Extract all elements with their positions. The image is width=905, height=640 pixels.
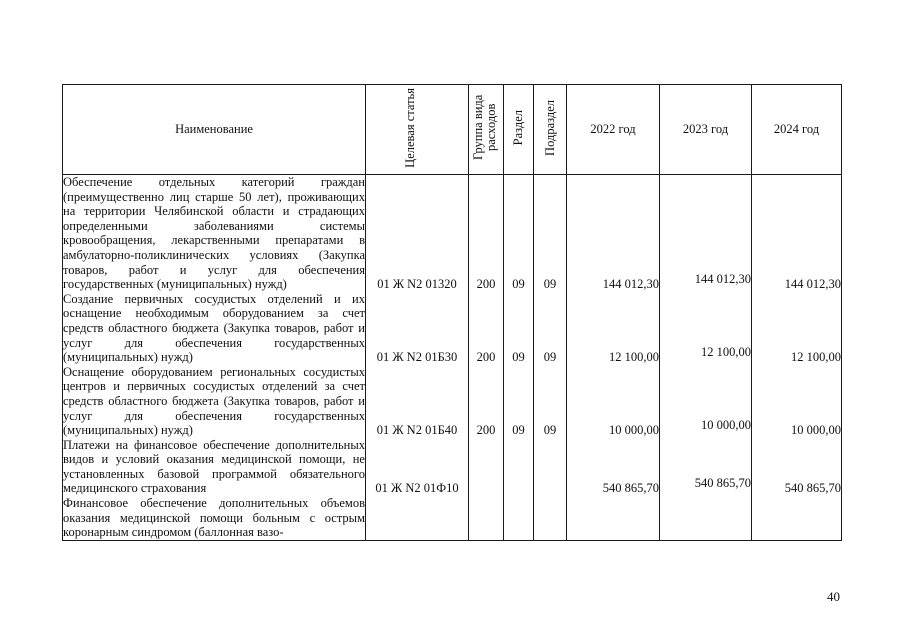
row-2022: 10 000,00 [567, 365, 660, 438]
row-subsection: 09 [534, 365, 567, 438]
row-2024: 540 865,70 [752, 438, 842, 496]
row-section: 09 [504, 292, 534, 365]
row-subsection: 09 [534, 292, 567, 365]
row-2023: 12 100,00 [660, 292, 752, 365]
table-row [63, 175, 842, 292]
row-name: Оснащение оборудованием региональных сосудистых центров и первичных сосудистых отделений за счет средств областного бюджета (Закупка товаров, работ и услуг для обеспечения государственных (муниципальных) нужд) [63, 364, 365, 438]
row-subsection: 09 [534, 175, 567, 292]
row-2023 [660, 496, 752, 540]
header-target: Целевая статья [366, 85, 469, 175]
table-row [63, 292, 842, 365]
row-2024: 10 000,00 [752, 365, 842, 438]
header-2023: 2023 год [660, 85, 752, 175]
row-expense-group: 200 [469, 175, 504, 292]
row-2023: 10 000,00 [660, 365, 752, 438]
row-2022: 144 012,30 [567, 175, 660, 292]
header-2024: 2024 год [752, 85, 842, 175]
row-expense-group [469, 438, 504, 496]
row-name: Создание первичных сосудистых отделений и их оснащение необходимым оборудованием за счет средств областного бюджета (Закупка товаров, работ и услуг для обеспечения государственных (муниципальных) нужд) [63, 291, 365, 365]
row-2024 [752, 496, 842, 540]
table-row [63, 365, 842, 438]
row-section: 09 [504, 175, 534, 292]
row-name: Финансовое обеспечение дополнительных объемов оказания медицинской помощи больным с острым коронарным синдромом (баллонная вазо- [63, 496, 365, 540]
header-name: Наименование [63, 85, 366, 175]
row-name: Обеспечение отдельных категорий граждан (преимущественно лиц старше 50 лет), проживающих на территории Челябинской области и страдающих определенными заболеваниями системы кровообращения, лекарственными препаратами в амбулаторно-поликлинических условиях (Закупка товаров, работ и услуг для обеспечения государственных (муниципальных) нужд) [63, 175, 365, 292]
row-2024: 144 012,30 [752, 175, 842, 292]
row-2022 [567, 496, 660, 540]
page-number: 40 [827, 589, 840, 604]
row-expense-group: 200 [469, 365, 504, 438]
row-target: 01 Ж N2 01Б30 [366, 292, 469, 365]
row-2022: 12 100,00 [567, 292, 660, 365]
row-expense-group: 200 [469, 292, 504, 365]
row-2024: 12 100,00 [752, 292, 842, 365]
row-target: 01 Ж N2 01320 [366, 175, 469, 292]
row-2023: 144 012,30 [660, 175, 752, 292]
header-expense-group: Группа вида расходов [469, 85, 504, 175]
row-target: 01 Ж N2 01Б40 [366, 365, 469, 438]
row-name: Платежи на финансовое обеспечение дополнительных видов и условий оказания медицинской помощи, не установленных базовой программой обязательного медицинского страхования [63, 437, 365, 496]
row-subsection [534, 438, 567, 496]
row-target: 01 Ж N2 01Ф10 [366, 438, 469, 496]
row-expense-group [469, 496, 504, 540]
header-subsection: Подраздел [534, 85, 567, 175]
table-row [63, 496, 842, 540]
row-subsection [534, 496, 567, 540]
header-2022: 2022 год [567, 85, 660, 175]
header-section: Раздел [504, 85, 534, 175]
row-target [366, 496, 469, 540]
row-section: 09 [504, 365, 534, 438]
row-2023: 540 865,70 [660, 438, 752, 496]
row-section [504, 438, 534, 496]
table-row [63, 438, 842, 496]
header-row [63, 85, 842, 175]
row-section [504, 496, 534, 540]
row-2022: 540 865,70 [567, 438, 660, 496]
budget-table [62, 84, 842, 541]
